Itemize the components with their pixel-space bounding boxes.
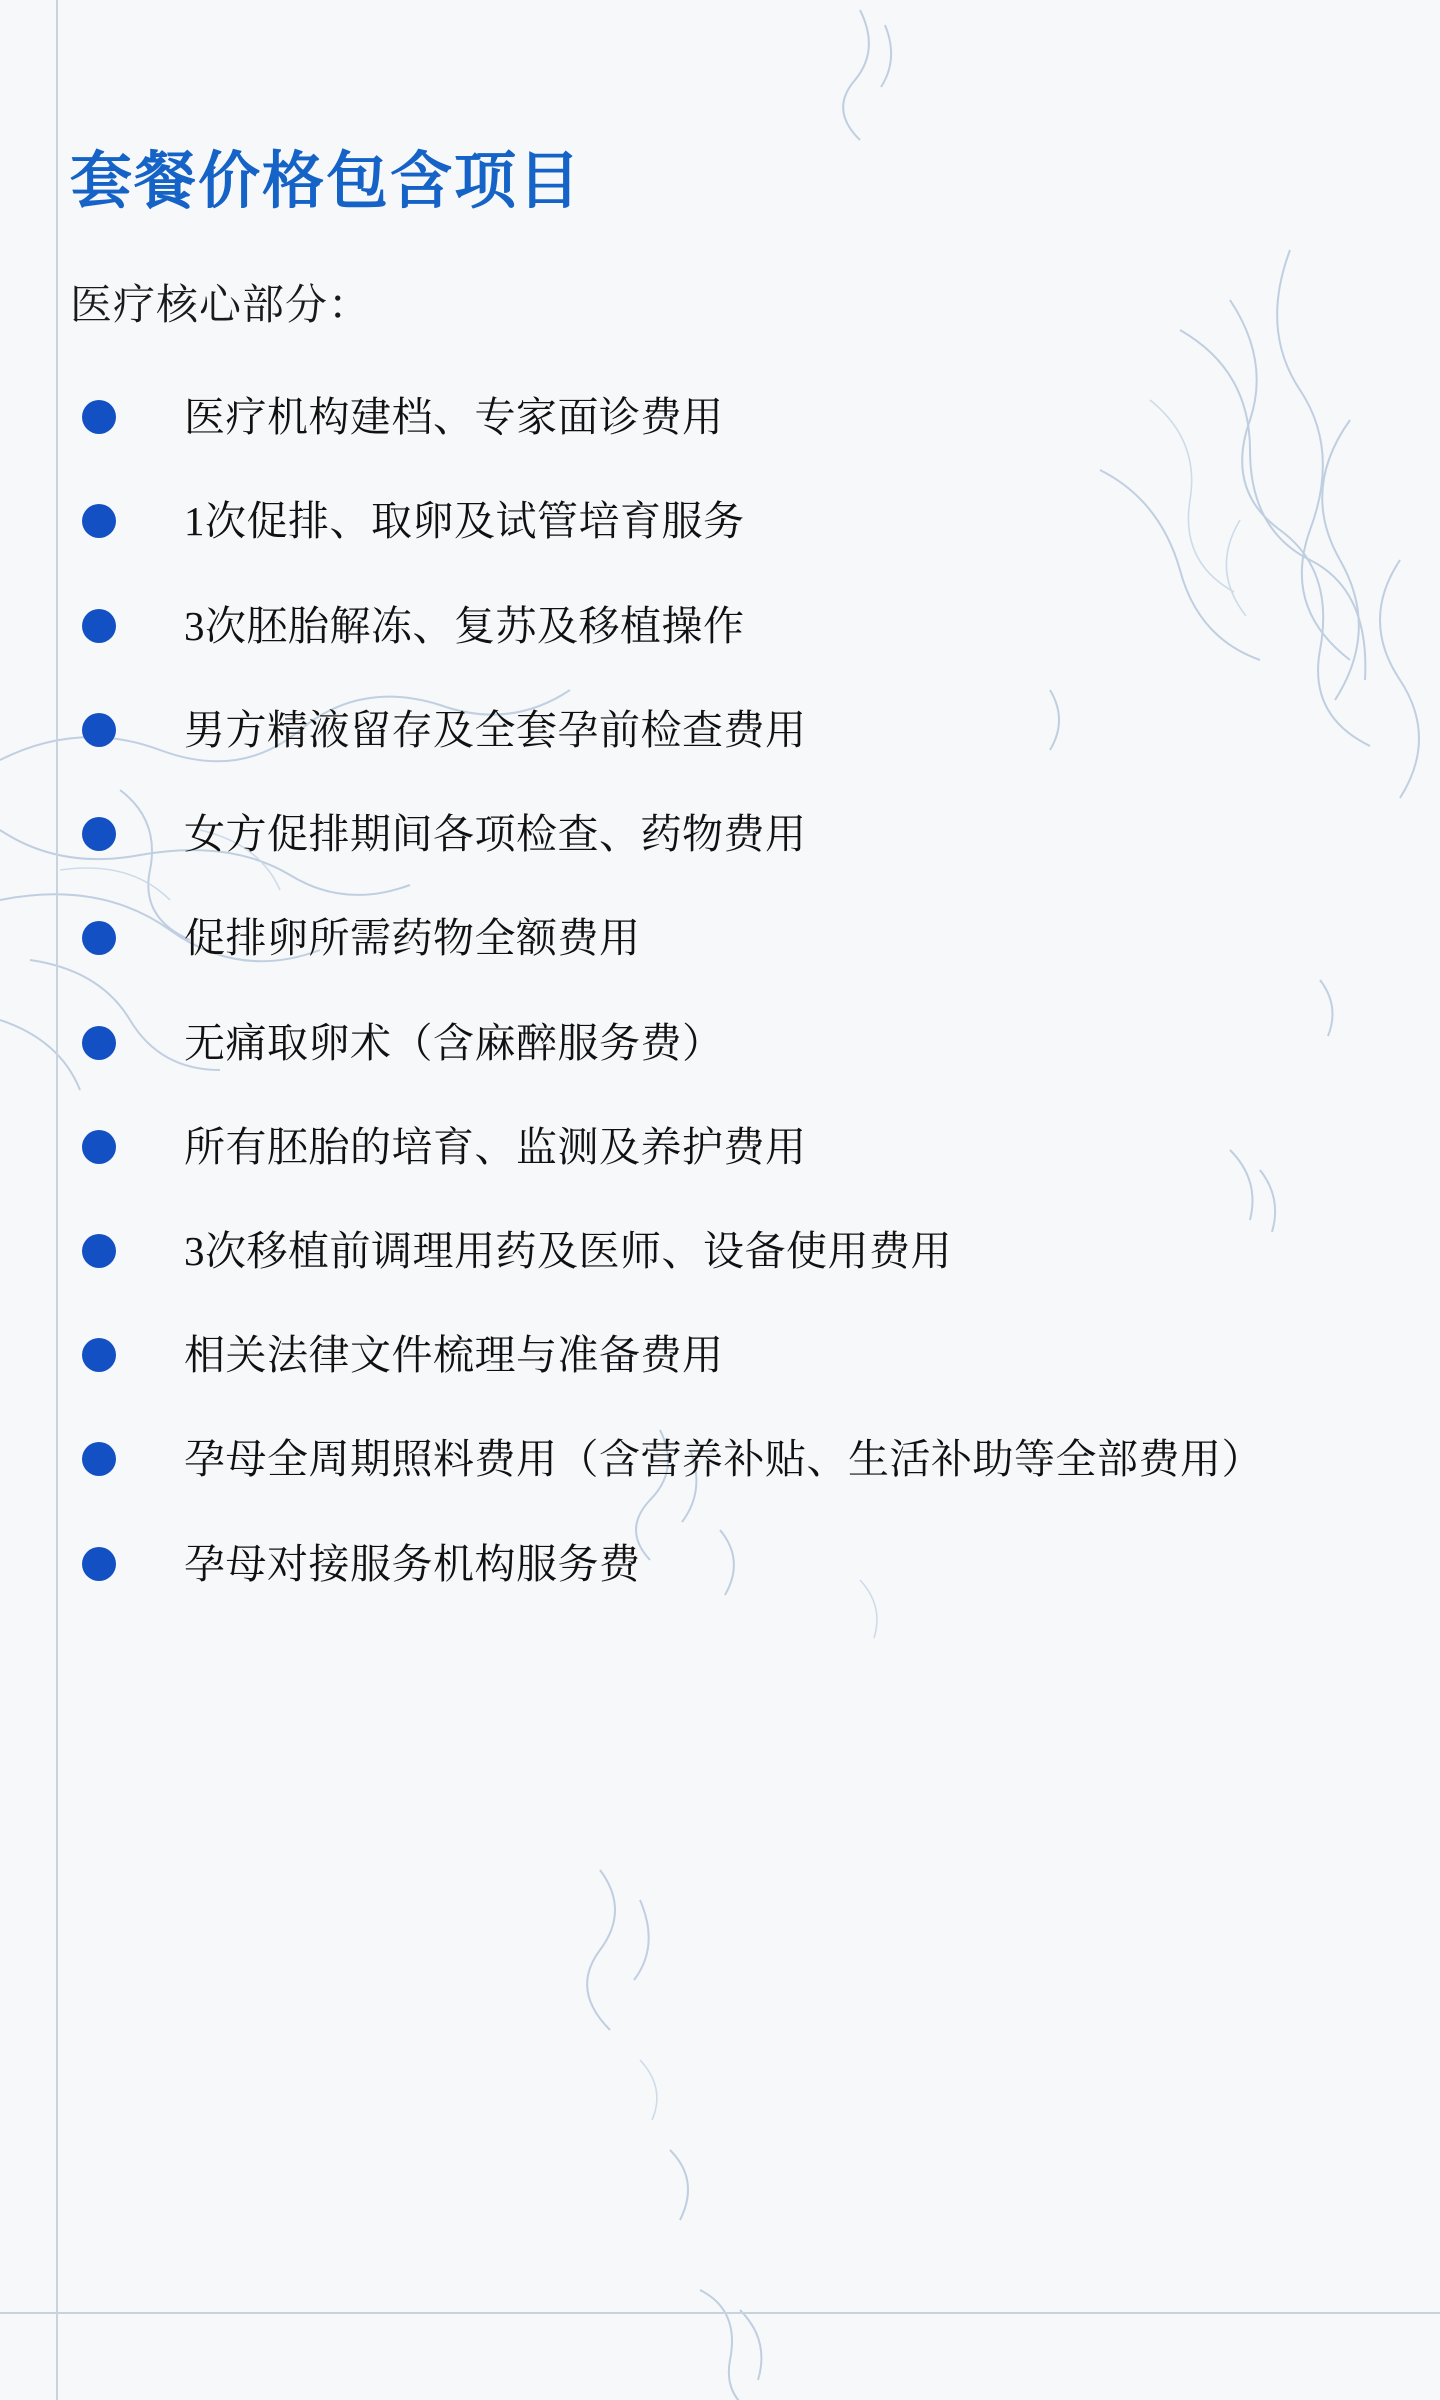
bottom-horizontal-rule xyxy=(0,2312,1440,2314)
list-item-label: 促排卵所需药物全额费用 xyxy=(184,915,641,962)
bullet-icon xyxy=(82,713,116,747)
list-item-label: 女方促排期间各项检查、药物费用 xyxy=(184,811,807,858)
list-item-label: 相关法律文件梳理与准备费用 xyxy=(184,1332,724,1379)
bullet-icon xyxy=(82,504,116,538)
bullet-icon xyxy=(82,1442,116,1476)
list-item xyxy=(70,1014,1370,1072)
list-item xyxy=(70,492,1370,550)
list-item-label: 男方精液留存及全套孕前检查费用 xyxy=(184,706,807,753)
bullet-icon xyxy=(82,1547,116,1581)
bullet-icon xyxy=(82,1130,116,1164)
list-item xyxy=(70,388,1370,446)
list-item xyxy=(70,1118,1370,1176)
list-item-label: 孕母全周期照料费用（含营养补贴、生活补助等全部费用） xyxy=(184,1436,1263,1483)
bullet-icon xyxy=(82,817,116,851)
list-item xyxy=(70,701,1370,759)
list-item xyxy=(70,1326,1370,1384)
bullet-icon xyxy=(82,400,116,434)
list-item xyxy=(70,1222,1370,1280)
bullet-icon xyxy=(82,1234,116,1268)
list-item-label: 3次移植前调理用药及医师、设备使用费用 xyxy=(184,1227,952,1274)
bullet-icon xyxy=(82,1026,116,1060)
page-title: 套餐价格包含项目 xyxy=(70,148,583,216)
list-item xyxy=(70,1430,1370,1488)
list-item-label: 所有胚胎的培育、监测及养护费用 xyxy=(184,1123,807,1170)
list-item xyxy=(70,597,1370,655)
inclusions-list xyxy=(70,388,1370,1593)
bullet-icon xyxy=(82,609,116,643)
section-label: 医疗核心部分： xyxy=(70,283,372,330)
bullet-icon xyxy=(82,921,116,955)
list-item-label: 无痛取卵术（含麻醉服务费） xyxy=(184,1019,724,1066)
list-item-label: 1次促排、取卵及试管培育服务 xyxy=(184,498,745,545)
list-item-label: 孕母对接服务机构服务费 xyxy=(184,1540,641,1587)
list-item-label: 3次胚胎解冻、复苏及移植操作 xyxy=(184,602,745,649)
bullet-icon xyxy=(82,1338,116,1372)
list-item xyxy=(70,1535,1370,1593)
list-item xyxy=(70,909,1370,967)
list-item xyxy=(70,805,1370,863)
list-item-label: 医疗机构建档、专家面诊费用 xyxy=(184,394,724,441)
